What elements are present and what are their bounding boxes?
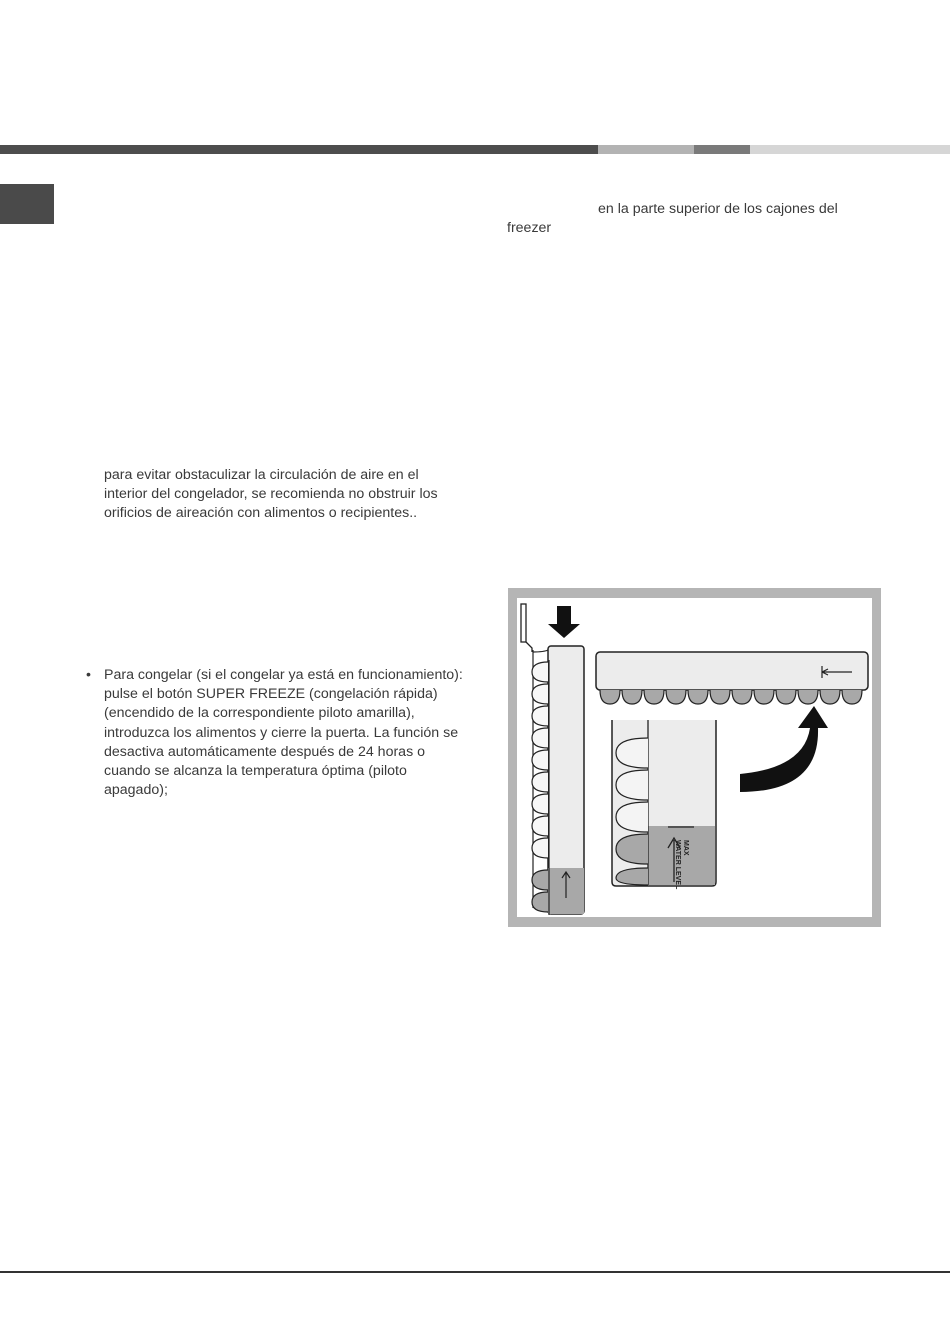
air-circulation-note: para evitar obstaculizar la circulación de aire en el interior del congelador, se recomienda no obstruir los orificios de aireación con alimentos o recipientes.. [104, 467, 438, 522]
freezing-instructions-list [84, 666, 464, 800]
header-bar-segment-light [598, 145, 694, 154]
vertical-ice-tray [532, 646, 584, 915]
tray-hook [521, 604, 526, 642]
bullet-lead-text: Para congelar (si el congelar ya está en funcionamiento): [104, 667, 463, 683]
header-bar-segment-mid [694, 145, 750, 154]
right-column-line-2: freezer [507, 220, 552, 236]
header-color-bar [0, 145, 950, 154]
ice-tray-illustration [508, 588, 881, 927]
header-bar-segment-pale [750, 145, 950, 154]
list-item [84, 666, 464, 800]
tall-ice-tray [612, 720, 716, 890]
language-tab-marker [0, 184, 54, 224]
max-label: MAX [682, 840, 689, 856]
footer-rule [0, 1271, 950, 1273]
bullet-marker: • [86, 667, 91, 683]
right-column-line-1: en la parte superior de los cajones del [598, 201, 838, 217]
header-bar-segment-dark [0, 145, 598, 154]
water-level-label: WATER LEVEL [674, 840, 681, 890]
bullet-body-text: pulse el botón SUPER FREEZE (congelación rápida) (encendido de la correspondiente piloto amarilla), introduzca los alimentos y cierre la puerta. La función se desactiva automáticamente después de 24 horas o cuando se alcanza la temperatura óptima (piloto apagado); [104, 686, 459, 799]
